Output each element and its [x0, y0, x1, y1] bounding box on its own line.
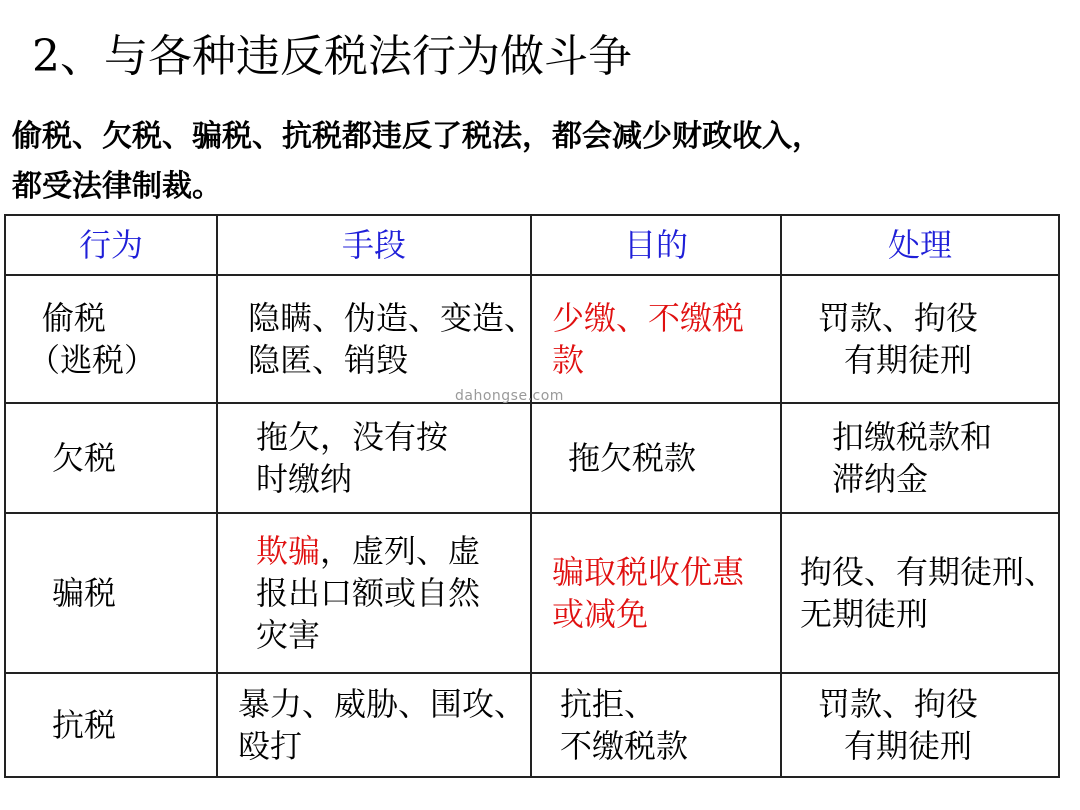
intro-paragraph [12, 112, 1072, 212]
means-line: 殴打 [238, 727, 303, 765]
goal-line: 拖欠税款 [568, 439, 697, 477]
cell-handling [781, 403, 1059, 513]
header-handling: 处理 [781, 215, 1059, 275]
header-goal: 目的 [531, 215, 781, 275]
cell-means [217, 673, 531, 777]
intro-line-2: 都受法律制裁。 [12, 169, 222, 204]
table-row [5, 673, 1059, 777]
cell-goal [531, 275, 781, 403]
means-line: 暴力、威胁、围攻、 [238, 685, 527, 723]
page-title: 2、与各种违反税法行为做斗争 [32, 31, 632, 82]
cell-goal [531, 673, 781, 777]
behavior-line: 抗税 [52, 706, 117, 744]
cell-means [217, 513, 531, 673]
means-line: 隐瞒、伪造、变造、 [248, 299, 537, 337]
means-text: ，虚列、虚 [320, 532, 481, 570]
cell-behavior [5, 513, 217, 673]
goal-line: 款 [552, 341, 585, 379]
means-line: 拖欠，没有按 [256, 418, 449, 456]
table-header-row [5, 215, 1059, 275]
handling-line: 有期徒刑 [844, 341, 973, 379]
cell-goal [531, 513, 781, 673]
cell-handling [781, 275, 1059, 403]
means-line: 隐匿、销毁 [248, 341, 409, 379]
means-line: 灾害 [256, 616, 321, 654]
handling-line: 有期徒刑 [844, 727, 973, 765]
table-row [5, 513, 1059, 673]
table-row [5, 275, 1059, 403]
handling-line: 扣缴税款和 [832, 418, 993, 456]
cell-handling [781, 513, 1059, 673]
cell-means [217, 275, 537, 403]
watermark: dahongse.com [455, 388, 564, 404]
handling-line: 滞纳金 [832, 460, 929, 498]
goal-line: 或减免 [552, 595, 649, 633]
behavior-line: 欠税 [52, 439, 117, 477]
means-line: 报出口额或自然 [256, 574, 481, 612]
tax-violation-table [4, 214, 1060, 778]
behavior-line: 偷税 [42, 299, 107, 337]
cell-goal [531, 403, 781, 513]
goal-line: 骗取税收优惠 [552, 553, 745, 591]
handling-line: 罚款、拘役 [818, 685, 979, 723]
goal-line: 少缴、不缴税 [552, 299, 745, 337]
goal-line: 不缴税款 [560, 727, 689, 765]
cell-behavior [5, 403, 217, 513]
behavior-line: （逃税） [28, 341, 157, 379]
behavior-line: 骗税 [52, 574, 117, 612]
goal-line: 抗拒、 [560, 685, 657, 723]
cell-handling [781, 673, 1059, 777]
cell-behavior [5, 275, 217, 403]
handling-line: 罚款、拘役 [818, 299, 979, 337]
means-line [256, 530, 530, 572]
handling-line: 拘役、有期徒刑、 [800, 553, 1057, 591]
intro-line-1: 偷税、欠税、骗税、抗税都违反了税法，都会减少财政收入， [12, 119, 822, 154]
header-behavior: 行为 [5, 215, 217, 275]
cell-means [217, 403, 531, 513]
header-means: 手段 [217, 215, 531, 275]
cell-behavior [5, 673, 217, 777]
table-row [5, 403, 1059, 513]
handling-line: 无期徒刑 [800, 595, 929, 633]
means-highlight: 欺骗 [256, 532, 321, 570]
means-line: 时缴纳 [256, 460, 353, 498]
